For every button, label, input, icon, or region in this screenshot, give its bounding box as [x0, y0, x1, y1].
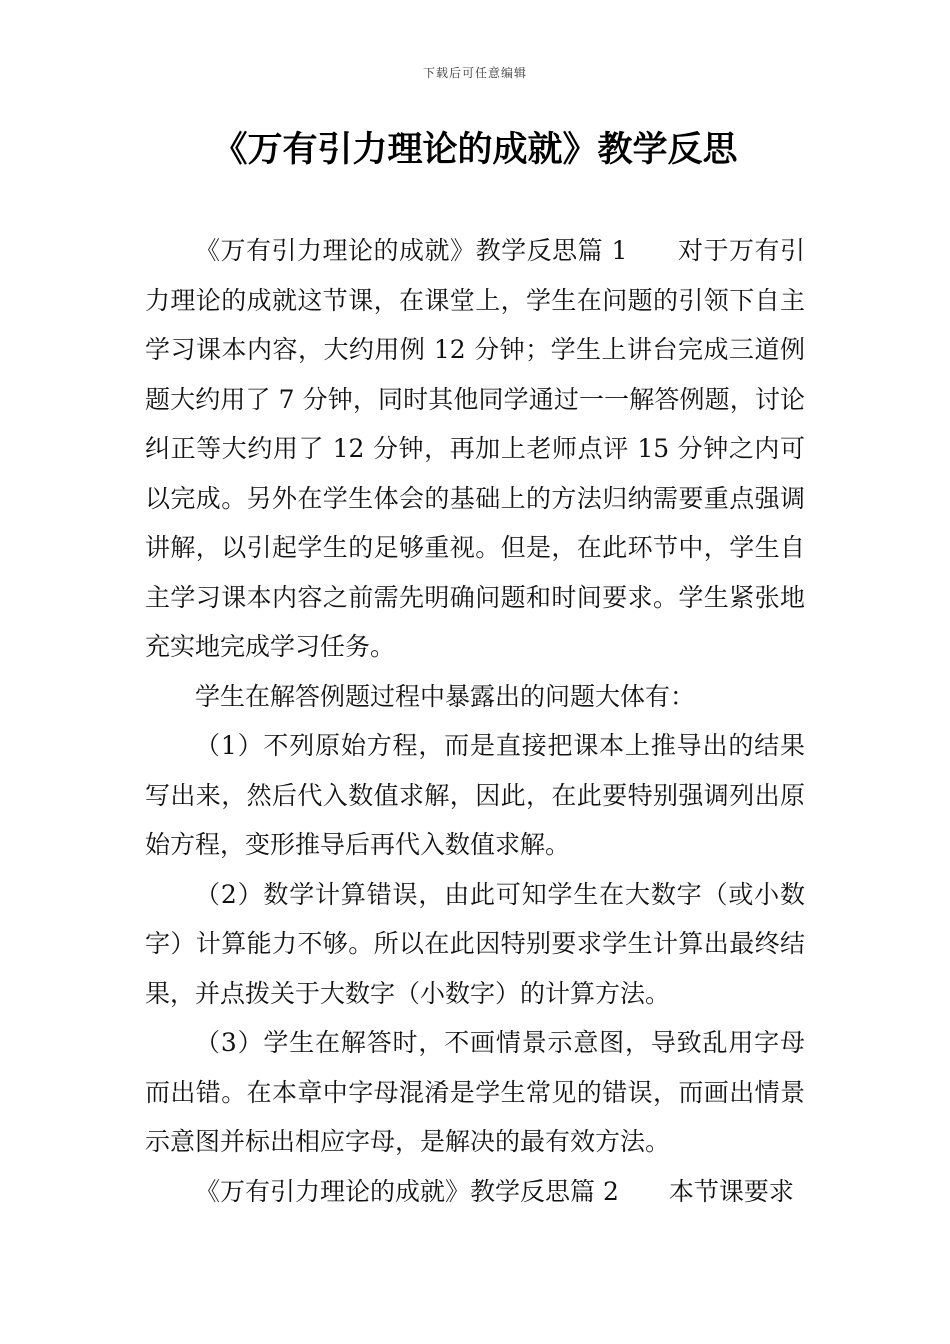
paragraph-3 — [145, 721, 805, 870]
paragraph-text: 对于万有引力理论的成就这节课，在课堂上，学生在问题的引领下自主学习课本内容，大约用例 12 分钟；学生上讲台完成三道例题大约用了 7 分钟，同时其他同学通过一一解答例题，讨论纠正等大约用了 12 分钟，再加上老师点评 15 分钟之内可以完成。另外在学生体会的基础上的方法归纳需要重点强调讲解，以引起学生的足够重视。但是，在此环节中，学生自主学习课本内容之前需先明确问题和时间要求。学生紧张地充实地完成学习任务。 — [145, 236, 805, 661]
paragraph-text: 本节课要求 — [668, 1176, 794, 1206]
document-body — [145, 226, 805, 1216]
section-heading-2: 《万有引力理论的成就》教学反思篇 2 — [195, 1176, 619, 1206]
header-note: 下载后可任意编辑 — [422, 66, 527, 80]
paragraph-text: 学生在解答例题过程中暴露出的问题大体有： — [195, 681, 696, 711]
paragraph-5 — [145, 1018, 805, 1167]
section-heading-1: 《万有引力理论的成就》教学反思篇 1 — [195, 236, 628, 265]
paragraph-4 — [145, 870, 805, 1019]
paragraph-1 — [145, 226, 805, 672]
paragraph-text: （1）不列原始方程，而是直接把课本上推导出的结果写出来，然后代入数值求解，因此，在此要特别强调列出原始方程，变形推导后再代入数值求解。 — [145, 731, 805, 859]
paragraph-2 — [145, 672, 805, 722]
paragraph-text: （3）学生在解答时，不画情景示意图，导致乱用字母而出错。在本章中字母混淆是学生常见的错误，而画出情景示意图并标出相应字母，是解决的最有效方法。 — [145, 1028, 805, 1156]
paragraph-text: （2）数学计算错误，由此可知学生在大数字（或小数字）计算能力不够。所以在此因特别要求学生计算出最终结果，并点拨关于大数字（小数字）的计算方法。 — [145, 879, 805, 1008]
document-title: 《万有引力理论的成就》教学反思 — [212, 130, 738, 170]
paragraph-6 — [145, 1167, 805, 1217]
